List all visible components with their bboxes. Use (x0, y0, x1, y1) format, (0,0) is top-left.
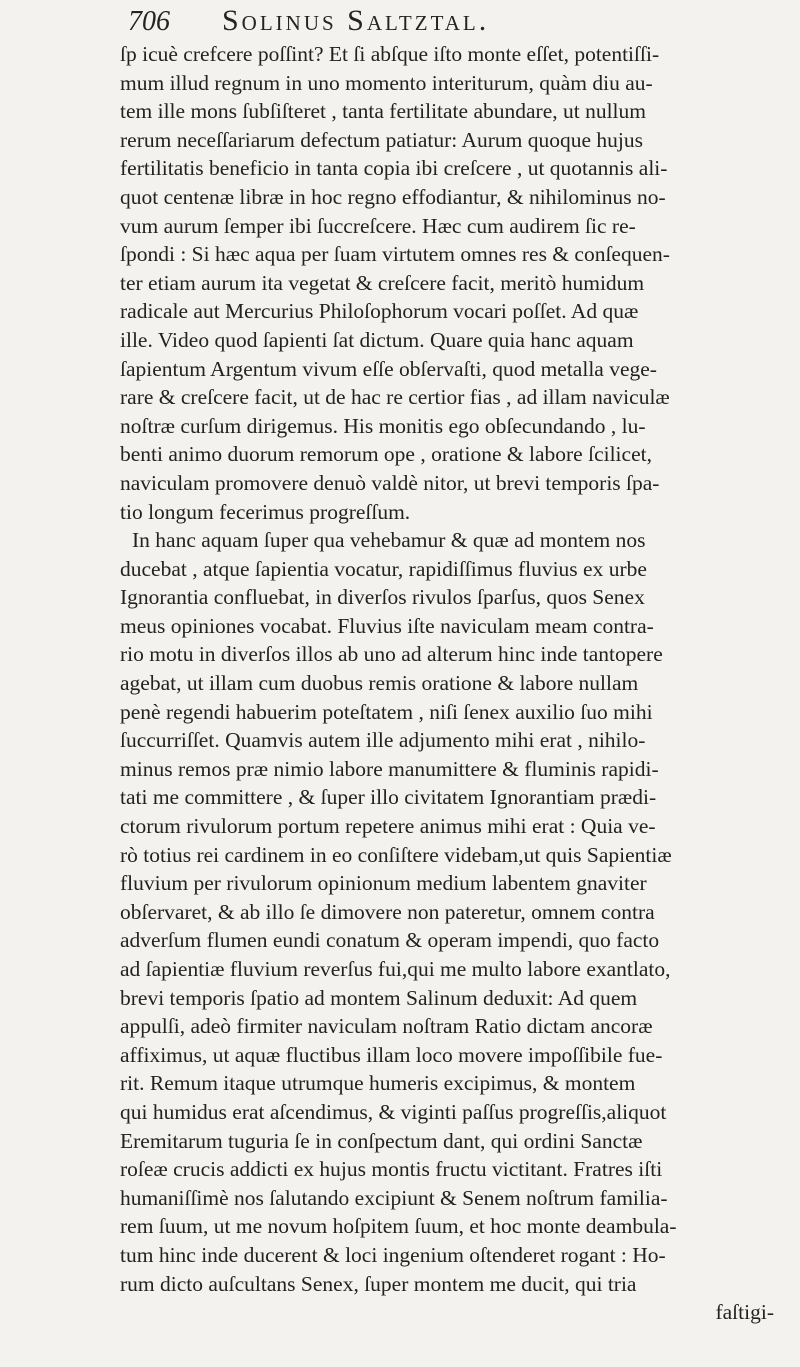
text-line: adverſum flumen eundi conatum & operam impendi, quo facto (120, 928, 660, 953)
text-line: fertilitatis beneficio in tanta copia ibi creſcere , ut quotannis ali- (120, 156, 668, 181)
text-line: tati me committere , & ſuper illo civitatem Ignorantiam prædi- (120, 785, 657, 810)
text-line: benti animo duorum remorum ope , oratione & labore ſcilicet, (120, 442, 652, 467)
text-line: rem ſuum, ut me novum hoſpitem ſuum, et hoc monte deambula- (120, 1214, 677, 1239)
text-line: ſuccurriſſet. Quamvis autem ille adjumento mihi erat , nihilo- (120, 728, 646, 753)
text-line: rò totius rei cardinem in eo conſiſtere videbam,ut quis Sapientiæ (120, 842, 672, 867)
text-line: appulſi, adeò firmiter naviculam noſtram Ratio dictam ancoræ (120, 1014, 653, 1039)
text-line: brevi temporis ſpatio ad montem Salinum deduxit: Ad quem (120, 985, 638, 1010)
text-line: naviculam promovere denuò valdè nitor, ut brevi temporis ſpa- (120, 470, 660, 495)
text-line: Eremitarum tuguria ſe in conſpectum dant, qui ordini Sanctæ (120, 1128, 643, 1153)
text-line: faſtigi- (715, 1300, 774, 1325)
page-header (128, 2, 768, 38)
text-line: ille. Video quod ſapienti ſat dictum. Quare quia hanc aquam (120, 327, 634, 352)
text-line: obſervaret, & ab illo ſe dimovere non pateretur, omnem contra (120, 899, 655, 924)
text-line: In hanc aquam ſuper qua vehebamur & quæ ad montem nos (132, 528, 646, 553)
text-line: rit. Remum itaque utrumque humeris excipimus, & montem (120, 1071, 636, 1096)
body-text (120, 40, 780, 1327)
text-line: rare & creſcere facit, ut de hac re certior fias , ad illam naviculæ (120, 385, 670, 410)
text-line: mum illud regnum in uno momento interiturum, quàm diu au- (120, 70, 653, 95)
text-line: ſp icuè crefcere poſſint? Et ſi abſque iſto monte eſſet, potentiſſi- (120, 42, 660, 66)
text-line: rum dicto auſcultans Senex, ſuper montem me ducit, qui tria (120, 1271, 637, 1296)
page-number: 706 (128, 6, 170, 37)
text-line: ad ſapientiæ fluvium reverſus fui,qui me multo labore exantlato, (120, 957, 671, 981)
text-line: agebat, ut illam cum duobus remis oratione & labore nullam (120, 671, 639, 696)
text-line: radicale aut Mercurius Philoſophorum vocari poſſet. Ad quæ (120, 299, 639, 324)
text-line: tio longum fecerimus progreſſum. (120, 499, 411, 524)
text-line: ter etiam aurum ita vegetat & creſcere facit, meritò humidum (120, 270, 645, 295)
text-line: ducebat , atque ſapientia vocatur, rapidiſſimus fluvius ex urbe (120, 556, 647, 581)
text-line: rio motu in diverſos illos ab uno ad alterum hinc inde tantopere (120, 642, 663, 667)
text-line: vum aurum ſemper ibi ſuccreſcere. Hæc cum audirem ſic re- (120, 213, 636, 238)
text-line: noſtræ curſum dirigemus. His monitis ego obſecundando , lu- (120, 413, 646, 438)
text-line: roſeæ crucis addicti ex hujus montis fructu victitant. Fratres iſti (120, 1157, 663, 1182)
text-line: humaniſſimè nos ſalutando excipiunt & Senem noſtrum familia- (120, 1185, 668, 1210)
text-line: fluvium per rivulorum opinionum medium labentem gnaviter (120, 871, 647, 896)
running-head: Solinus Saltztal. (222, 4, 490, 37)
text-line: ſpondi : Si hæc aqua per ſuam virtutem omnes res & conſequen- (120, 242, 670, 267)
text-line: ctorum rivulorum portum repetere animus mihi erat : Quia ve- (120, 814, 656, 839)
text-line: rerum neceſſariarum defectum patiatur: Aurum quoque hujus (120, 127, 643, 152)
text-line: tem ille mons ſubſiſteret , tanta fertilitate abundare, ut nullum (120, 99, 647, 124)
text-line: Ignorantia confluebat, in diverſos rivulos ſparſus, quos Senex (120, 585, 645, 610)
text-line: minus remos præ nimio labore manumittere & fluminis rapidi- (120, 756, 659, 781)
text-line: ſapientum Argentum vivum eſſe obſervaſti, quod metalla vege- (120, 356, 657, 381)
text-line: quot centenæ libræ in hoc regno effodiantur, & nihilominus no- (120, 184, 666, 209)
text-line: tum hinc inde ducerent & loci ingenium oſtenderet rogant : Ho- (120, 1242, 666, 1267)
text-line: meus opiniones vocabat. Fluvius iſte naviculam meam contra- (120, 613, 654, 638)
text-line: qui humidus erat aſcendimus, & viginti paſſus progreſſis,aliquot (120, 1099, 667, 1124)
text-line: affiximus, ut aquæ fluctibus illam loco movere impoſſibile fue- (120, 1042, 663, 1067)
text-line: penè regendi habuerim poteſtatem , niſi ſenex auxilio ſuo mihi (120, 699, 653, 724)
